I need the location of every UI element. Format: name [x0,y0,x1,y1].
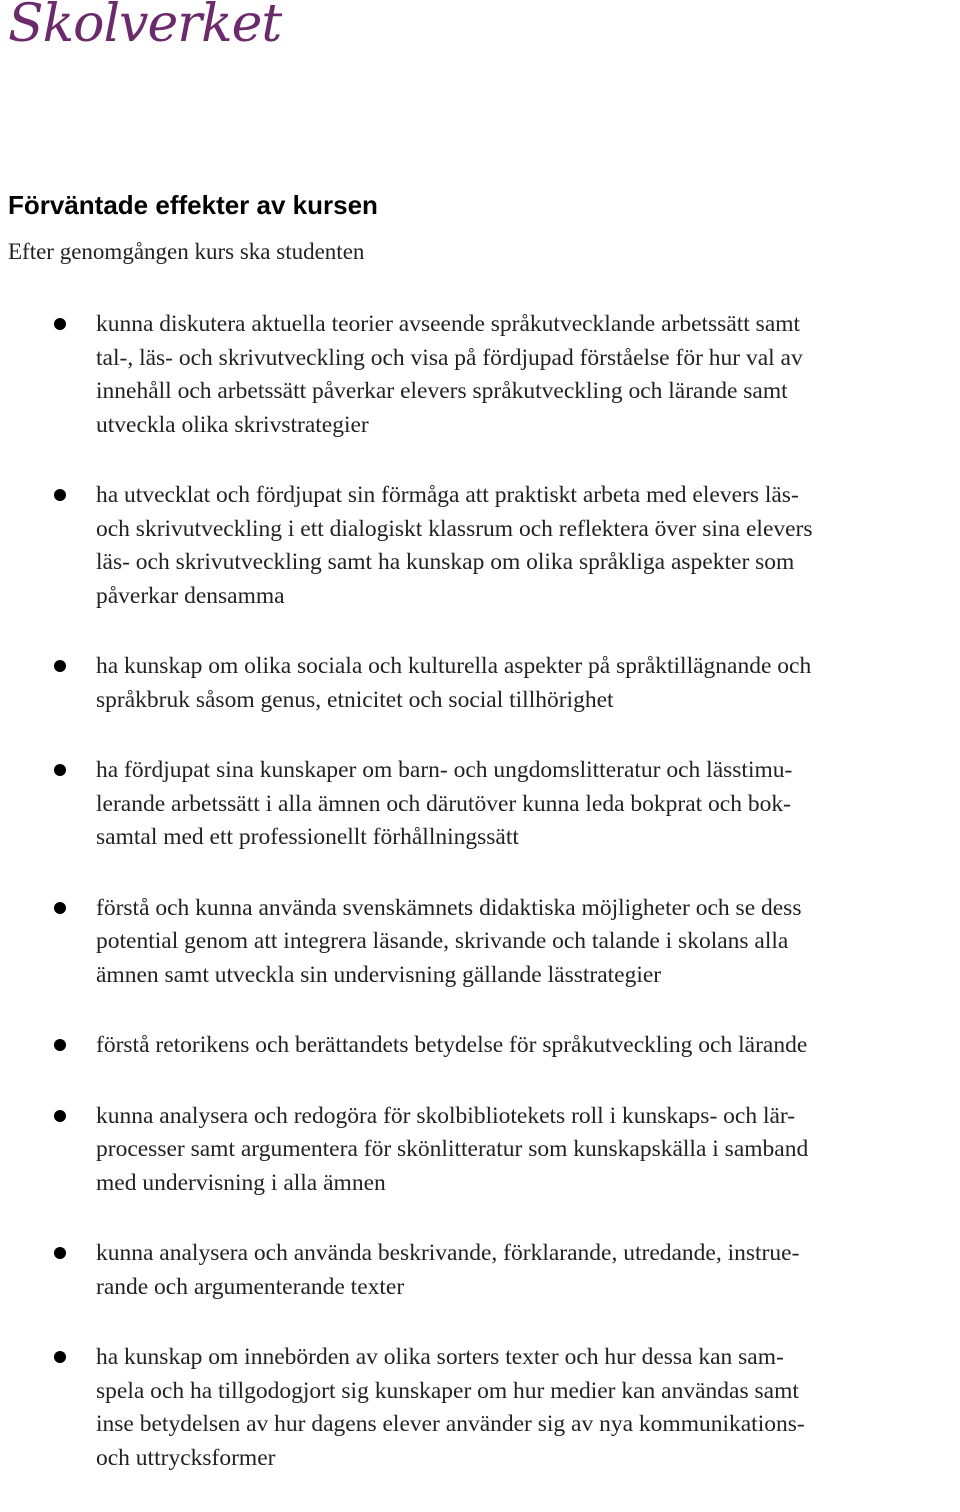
list-item-line: kunna analysera och redogöra för skolbibliotekets roll i kunskaps- och lär- [96,1102,796,1129]
skolverket-logo: Skolverket [8,0,282,54]
list-item-line: inse betydelsen av hur dagens elever använder sig av nya kommunikations- [96,1411,805,1437]
list-item [0,1237,960,1304]
list-item-line: samtal med ett professionellt förhållningssätt [96,824,519,850]
list-item-line: förstå och kunna använda svenskämnets didaktiska möjligheter och se dess [96,894,802,921]
list-item-line: potential genom att integrera läsande, skrivande och talande i skolans alla [96,928,789,954]
bullet-icon [54,1039,66,1051]
bullet-icon [54,764,66,776]
list-item-line: förstå retorikens och berättandets betydelse för språkutveckling och lärande [96,1032,808,1058]
list-item-line: och uttrycksformer [96,1444,276,1471]
bullet-icon [54,1247,66,1259]
list-item-line: ha kunskap om innebörden av olika sorters texter och hur dessa kan sam- [96,1344,784,1370]
list-item-line: språkbruk såsom genus, etnicitet och social tillhörighet [96,686,614,713]
list-item-line: tal-, läs- och skrivutveckling och visa på fördjupad förståelse för hur val av [96,344,803,371]
bullet-icon [54,1110,66,1122]
list-item-line: spela och ha tillgodogjort sig kunskaper om hur medier kan användas samt [96,1377,799,1404]
bullet-icon [54,489,66,501]
list-item [0,1341,960,1475]
list-item-line: kunna diskutera aktuella teorier avseende språkutvecklande arbetssätt samt [96,311,801,337]
list-item-line: ha utvecklat och fördjupat sin förmåga att praktiskt arbeta med elevers läs- [96,482,799,508]
list-item-line: lerande arbetssätt i alla ämnen och därutöver kunna leda bokprat och bok- [96,790,791,817]
list-item [0,1029,960,1063]
list-item-line: utveckla olika skrivstrategier [96,411,369,438]
list-item [0,892,960,993]
list-item-line: processer samt argumentera för skönlitteratur som kunskapskälla i samband [96,1136,809,1162]
list-item [0,479,960,613]
list-item-line: och skrivutveckling i ett dialogiskt klassrum och reflektera över sina elevers [96,515,813,542]
list-item-line: ha kunskap om olika sociala och kulturella aspekter på språktillägnande och [96,653,812,679]
list-item [0,754,960,855]
list-item-line: påverkar densamma [96,582,285,609]
list-item-line: ha fördjupat sina kunskaper om barn- och ungdomslitteratur och lässtimu- [96,757,793,783]
list-item-line: med undervisning i alla ämnen [96,1169,386,1196]
outcomes-list [0,308,960,1512]
bullet-icon [54,660,66,672]
list-item-line: rande och argumenterande texter [96,1273,405,1300]
list-item-line: ämnen samt utveckla sin undervisning gällande lässtrategier [96,961,662,988]
list-item-line: kunna analysera och använda beskrivande, förklarande, utredande, instrue- [96,1240,800,1266]
list-item-line: innehåll och arbetssätt påverkar elevers språkutveckling och lärande samt [96,378,788,404]
list-item [0,308,960,442]
intro-text: Efter genomgången kurs ska studenten [8,239,365,264]
list-item [0,1100,960,1201]
list-item-line: läs- och skrivutveckling samt ha kunskap om olika språkliga aspekter som [96,549,795,575]
list-item [0,650,960,717]
bullet-icon [54,902,66,914]
bullet-icon [54,1351,66,1363]
bullet-icon [54,318,66,330]
section-heading: Förväntade effekter av kursen [8,190,378,220]
